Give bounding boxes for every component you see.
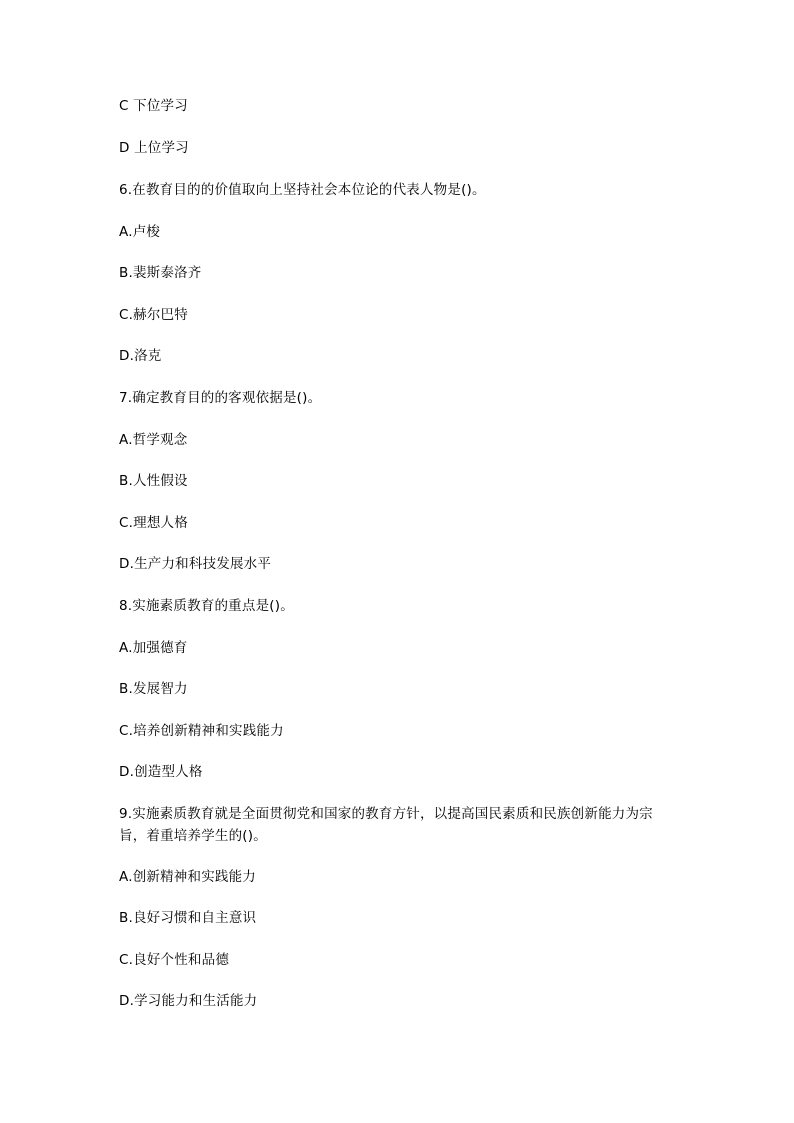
q7-option-b: B.人性假设 bbox=[119, 473, 188, 489]
q6-option-a: A.卢梭 bbox=[119, 224, 161, 240]
q6-option-b: B.裴斯泰洛齐 bbox=[119, 265, 202, 281]
q9-option-d: D.学习能力和生活能力 bbox=[119, 993, 258, 1009]
q6-question: 6.在教育目的的价值取向上坚持社会本位论的代表人物是()。 bbox=[119, 182, 486, 198]
q8-option-b: B.发展智力 bbox=[119, 681, 188, 697]
q7-option-d: D.生产力和科技发展水平 bbox=[119, 556, 272, 572]
q5-option-c: C 下位学习 bbox=[119, 98, 188, 114]
q8-option-c: C.培养创新精神和实践能力 bbox=[119, 723, 284, 739]
q8-option-d: D.创造型人格 bbox=[119, 764, 203, 780]
q9-option-b: B.良好习惯和自主意识 bbox=[119, 910, 257, 926]
q9-question: 9.实施素质教育就是全面贯彻党和国家的教育方针，以提高国民素质和民族创新能力为宗旨，着重培养学生的()。 bbox=[119, 806, 653, 844]
q7-option-a: A.哲学观念 bbox=[119, 432, 188, 448]
q6-option-d: D.洛克 bbox=[119, 348, 162, 364]
q5-option-d: D 上位学习 bbox=[119, 140, 189, 156]
q6-option-c: C.赫尔巴特 bbox=[119, 307, 188, 323]
q9-option-a: A.创新精神和实践能力 bbox=[119, 869, 256, 885]
q7-question: 7.确定教育目的的客观依据是()。 bbox=[119, 390, 322, 406]
q8-question: 8.实施素质教育的重点是()。 bbox=[119, 598, 294, 614]
q8-option-a: A.加强德育 bbox=[119, 640, 188, 656]
q9-option-c: C.良好个性和品德 bbox=[119, 952, 230, 968]
q7-option-c: C.理想人格 bbox=[119, 515, 188, 531]
